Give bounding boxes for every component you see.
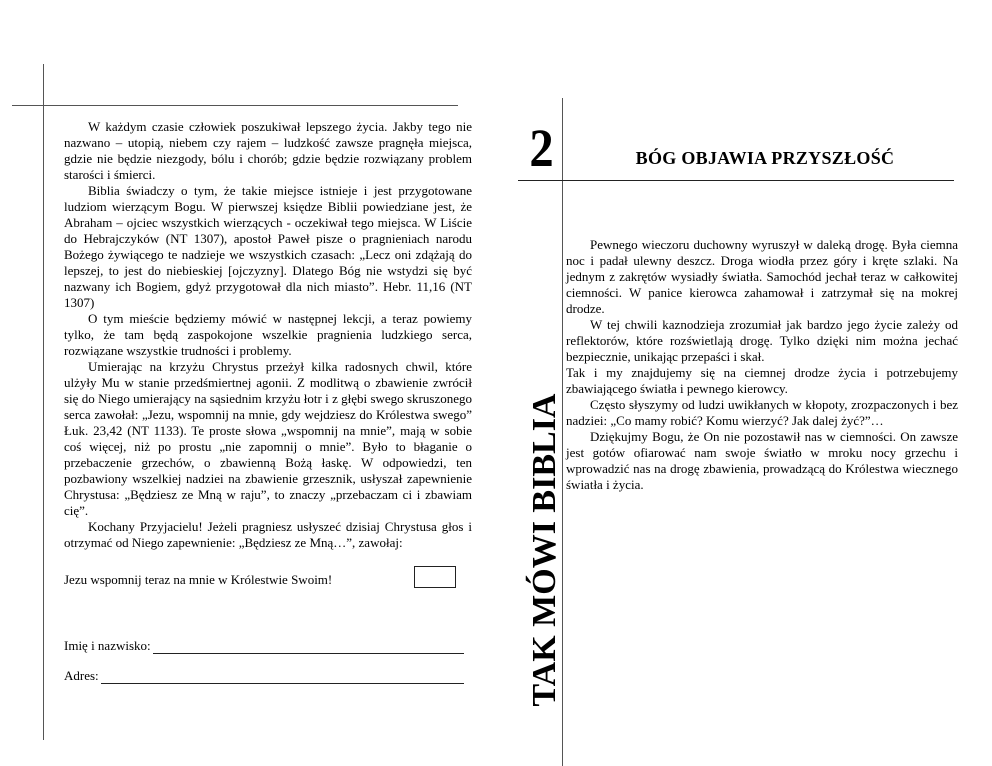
address-field-row — [64, 668, 464, 684]
name-field-row — [64, 638, 464, 654]
side-title: TAK MÓWI BIBLIA — [526, 393, 563, 707]
right-page-text — [566, 237, 958, 493]
paragraph: Biblia świadczy o tym, że takie miejsce istnieje i jest przygotowane ludziom wierzącym Bogu. W pierwszej księdze Biblii powiedziane jest, że Abraham – ojciec wszystkich wierzących - oczekiwał tego miejsca. W Liście do Hebrajczyków (NT 1307), apostoł Paweł pisze o pragnieniach narodu Bożego żywiącego te nadzieje we wszystkich czasach: „Lecz oni zdążają do lepszej, to jest do niebieskiej [ojczyzny]. Dlatego Bóg nie wstydzi się być nazwany ich Bogiem, gdyż przygotował dla nich miasto”. Hebr. 11,16 (NT 1307) — [64, 183, 472, 310]
address-label: Adres: — [64, 668, 99, 683]
paragraph: Umierając na krzyżu Chrystus przeżył kilka radosnych chwil, które ulżyły Mu w stanie przedśmiertnej agonii. Z modlitwą o zbawienie zwrócił się do Niego umierający na sąsiednim krzyżu łotr i z głębi swego skruszonego serca zawołał: „Jezu, wspomnij na mnie, gdy wejdziesz do Królestwa swego” Łuk. 23,42 (NT 1133). Te proste słowa „wspomnij na mnie”, mają w sobie coś więcej, niż po prostu „nie zapomnij o mnie”. Było to błaganie o przebaczenie grzechów, o zbawienną Bożą łaskę. W odpowiedzi, ten pozbawiony wszelkiej nadziei na zbawienie grzesznik, usłyszał zapewnienie Chrystusa: „Będziesz ze Mną w raju”, to znaczy „przebaczam ci i zbawiam cię”. — [64, 359, 472, 518]
checkbox-label: Jezu wspomnij teraz na mnie w Królestwie Swoim! — [64, 572, 333, 587]
paragraph: W każdym czasie człowiek poszukiwał lepszego życia. Jakby tego nie nazwano – utopią, niebem czy rajem – ludzkość zawsze pragnęła miejsca, gdzie nie będzie niezgody, bólu i chorób; gdzie będzie rozwiązany problem starości i śmierci. — [64, 119, 472, 182]
paragraph: Kochany Przyjacielu! Jeżeli pragniesz usłyszeć dzisiaj Chrystusa głos i otrzymać od Niego zapewnienie: „Będziesz ze Mną…”, zawołaj: — [64, 519, 472, 550]
name-label: Imię i nazwisko: — [64, 638, 151, 653]
paragraph: Pewnego wieczoru duchowny wyruszył w daleką drogę. Była ciemna noc i padał ulewny deszcz. Droga wiodła przez góry i kręte szlaki. Na jednym z zakrętów wysiadły światła. Samochód jechał teraz w całkowitej ciemności. W panice kierowca zahamował i zatrzymał się na mokrej drodze. — [566, 237, 958, 316]
paragraph: W tej chwili kaznodzieja zrozumiał jak bardzo jego życie zależy od reflektorów, które rozświetlają drogę. Tylko dzięki nim można jechać bezpiecznie, unikając przepaści i skał. — [566, 317, 958, 364]
chapter-title: BÓG OBJAWIA PRZYSZŁOŚĆ — [635, 148, 895, 168]
left-vertical-rule — [43, 64, 44, 740]
prayer-checkbox[interactable] — [414, 566, 456, 588]
paragraph: Dziękujmy Bogu, że On nie pozostawił nas w ciemności. On zawsze jest gotów ofiarować nam swoje światło w mroku nocy grzechu i wprowadzić nas na drogę zbawienia, prowadzącą do Królestwa wiecznego światła i życia. — [566, 429, 958, 492]
name-input-line[interactable] — [153, 639, 464, 654]
paragraph: O tym mieście będziemy mówić w następnej lekcji, a teraz powiemy tylko, że tam będą zaspokojone wszelkie pragnienia ludzkiego serca, rozwiązane wszystkie trudności i problemy. — [64, 311, 472, 358]
left-page-text — [64, 119, 472, 551]
paragraph: Często słyszymy od ludzi uwikłanych w kłopoty, zrozpaczonych i bez nadziei: „Co mamy robić? Komu wierzyć? Jak dalej żyć?”… — [566, 397, 958, 428]
paragraph: Tak i my znajdujemy się na ciemnej drodze życia i potrzebujemy zbawiającego światła i pewnego kierowcy. — [566, 365, 958, 396]
address-input-line[interactable] — [101, 669, 464, 684]
top-horizontal-rule — [12, 105, 458, 106]
chapter-number: 2 — [529, 118, 554, 178]
prayer-checkbox-row — [64, 566, 464, 592]
header-horizontal-rule — [518, 180, 954, 181]
